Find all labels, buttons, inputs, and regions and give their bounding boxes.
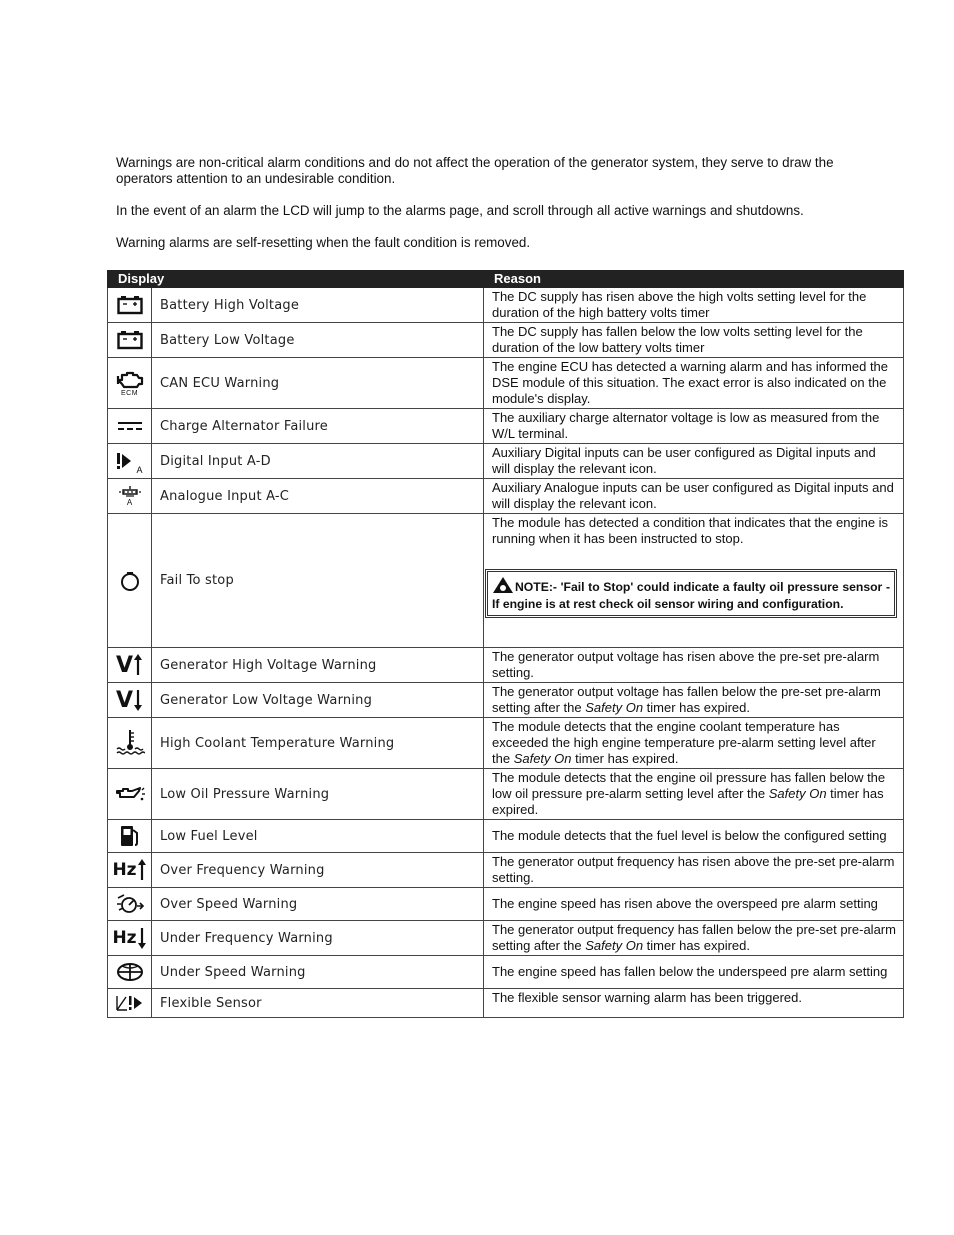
table-row bbox=[108, 479, 904, 514]
alarm-reason: The DC supply has risen above the high volts setting level for the duration of the high battery volts timer bbox=[484, 288, 904, 323]
table-header-row bbox=[108, 271, 904, 288]
intro-paragraph-1: Warnings are non-critical alarm conditions and do not affect the operation of the generator system, they serve to draw the operators attention to an undesirable condition. bbox=[116, 155, 834, 186]
alarm-reason: The engine speed has fallen below the underspeed pre alarm setting bbox=[484, 956, 904, 989]
analogue-input-icon bbox=[110, 482, 150, 510]
alarm-reason: The engine speed has risen above the overspeed pre alarm setting bbox=[484, 888, 904, 921]
fail-to-stop-reason: The module has detected a condition that indicates that the engine is running when it has been instructed to stop. bbox=[492, 515, 889, 546]
alarm-reason: The generator output voltage has fallen below the pre-set pre-alarm setting after the Safety On timer has expired. bbox=[484, 683, 904, 718]
alarm-reason: The auxiliary charge alternator voltage is low as measured from the W/L terminal. bbox=[484, 409, 904, 444]
voltage-letter: V bbox=[115, 652, 134, 678]
voltage-high-icon bbox=[110, 651, 150, 679]
alarm-name: Under Speed Warning bbox=[152, 956, 484, 989]
battery-icon bbox=[110, 291, 150, 319]
table-row bbox=[108, 358, 904, 409]
alarm-name: Battery Low Voltage bbox=[152, 323, 484, 358]
alarm-name: Over Frequency Warning bbox=[152, 853, 484, 888]
intro-paragraph-3: Warning alarms are self-resetting when the fault condition is removed. bbox=[116, 235, 531, 250]
intro-paragraph-2: In the event of an alarm the LCD will jump to the alarms page, and scroll through all active warnings and shutdowns. bbox=[116, 203, 804, 218]
over-speed-icon bbox=[110, 890, 150, 918]
input-letter: A bbox=[126, 498, 133, 507]
input-letter: A bbox=[136, 465, 143, 475]
flexible-sensor-icon bbox=[110, 989, 150, 1017]
alarm-reason: The flexible sensor warning alarm has been triggered. bbox=[484, 989, 904, 1018]
table-row bbox=[108, 409, 904, 444]
table-row bbox=[108, 820, 904, 853]
voltage-letter: V bbox=[115, 687, 134, 713]
table-row bbox=[108, 956, 904, 989]
alarm-reason: The module detects that the fuel level is below the configured setting bbox=[484, 820, 904, 853]
alarm-name: Flexible Sensor bbox=[152, 989, 484, 1018]
table-row bbox=[108, 323, 904, 358]
alarm-name: Low Fuel Level bbox=[152, 820, 484, 853]
engine-ecm-icon bbox=[110, 365, 150, 401]
voltage-low-icon bbox=[110, 686, 150, 714]
table-row bbox=[108, 989, 904, 1018]
alarm-reason: The DC supply has fallen below the low volts setting level for the duration of the low battery volts timer bbox=[484, 323, 904, 358]
alarm-name: Generator Low Voltage Warning bbox=[152, 683, 484, 718]
alarm-name: Battery High Voltage bbox=[152, 288, 484, 323]
oil-can-icon bbox=[110, 780, 150, 808]
table-row bbox=[108, 888, 904, 921]
ecm-label: ECM bbox=[120, 389, 139, 397]
coolant-temperature-icon bbox=[110, 728, 150, 756]
frequency-label: Hz bbox=[112, 860, 137, 880]
table-row bbox=[108, 718, 904, 769]
alarm-reason: The generator output frequency has risen above the pre-set pre-alarm setting. bbox=[484, 853, 904, 888]
charge-alternator-icon bbox=[110, 412, 150, 440]
frequency-low-icon bbox=[110, 924, 150, 952]
alarm-name: Low Oil Pressure Warning bbox=[152, 769, 484, 820]
alarm-name: Analogue Input A-C bbox=[152, 479, 484, 514]
header-reason: Reason bbox=[484, 271, 904, 288]
note-box bbox=[485, 569, 897, 618]
fail-to-stop-icon bbox=[110, 567, 150, 595]
alarm-reason bbox=[484, 514, 904, 648]
table-row bbox=[108, 648, 904, 683]
alarm-reason: The generator output frequency has fallen below the pre-set pre-alarm setting after the Safety On timer has expired. bbox=[484, 921, 904, 956]
note-text: NOTE:- 'Fail to Stop' could indicate a faulty oil pressure sensor - If engine is at rest check oil sensor wiring and configuration. bbox=[492, 580, 890, 611]
alarm-name: Under Frequency Warning bbox=[152, 921, 484, 956]
table-row bbox=[108, 683, 904, 718]
warning-triangle-icon bbox=[492, 576, 514, 597]
battery-icon bbox=[110, 326, 150, 354]
alarm-name: Generator High Voltage Warning bbox=[152, 648, 484, 683]
under-speed-icon bbox=[110, 958, 150, 986]
frequency-high-icon bbox=[110, 856, 150, 884]
alarm-name: Charge Alternator Failure bbox=[152, 409, 484, 444]
table-row bbox=[108, 288, 904, 323]
table-row bbox=[108, 769, 904, 820]
alarm-reason: Auxiliary Analogue inputs can be user configured as Digital inputs and will display the relevant icon. bbox=[484, 479, 904, 514]
frequency-label: Hz bbox=[112, 928, 137, 948]
header-display: Display bbox=[108, 271, 484, 288]
alarm-reason: The generator output voltage has risen above the pre-set pre-alarm setting. bbox=[484, 648, 904, 683]
table-row bbox=[108, 514, 904, 648]
digital-input-icon bbox=[110, 447, 150, 475]
alarm-reason: The module detects that the engine coolant temperature has exceeded the high engine temperature pre-alarm setting level after the Safety On timer has expired. bbox=[484, 718, 904, 769]
warnings-table bbox=[107, 270, 904, 1018]
alarm-name: Over Speed Warning bbox=[152, 888, 484, 921]
table-row bbox=[108, 853, 904, 888]
alarm-name: Digital Input A-D bbox=[152, 444, 484, 479]
fuel-pump-icon bbox=[110, 822, 150, 850]
alarm-name: High Coolant Temperature Warning bbox=[152, 718, 484, 769]
alarm-name: CAN ECU Warning bbox=[152, 358, 484, 409]
table-row bbox=[108, 921, 904, 956]
alarm-reason: The engine ECU has detected a warning alarm and has informed the DSE module of this situation. The exact error is also indicated on the module's display. bbox=[484, 358, 904, 409]
alarm-reason: Auxiliary Digital inputs can be user configured as Digital inputs and will display the relevant icon. bbox=[484, 444, 904, 479]
table-row bbox=[108, 444, 904, 479]
alarm-reason: The module detects that the engine oil pressure has fallen below the low oil pressure pre-alarm setting level after the Safety On timer has expired. bbox=[484, 769, 904, 820]
alarm-name: Fail To stop bbox=[152, 514, 484, 648]
